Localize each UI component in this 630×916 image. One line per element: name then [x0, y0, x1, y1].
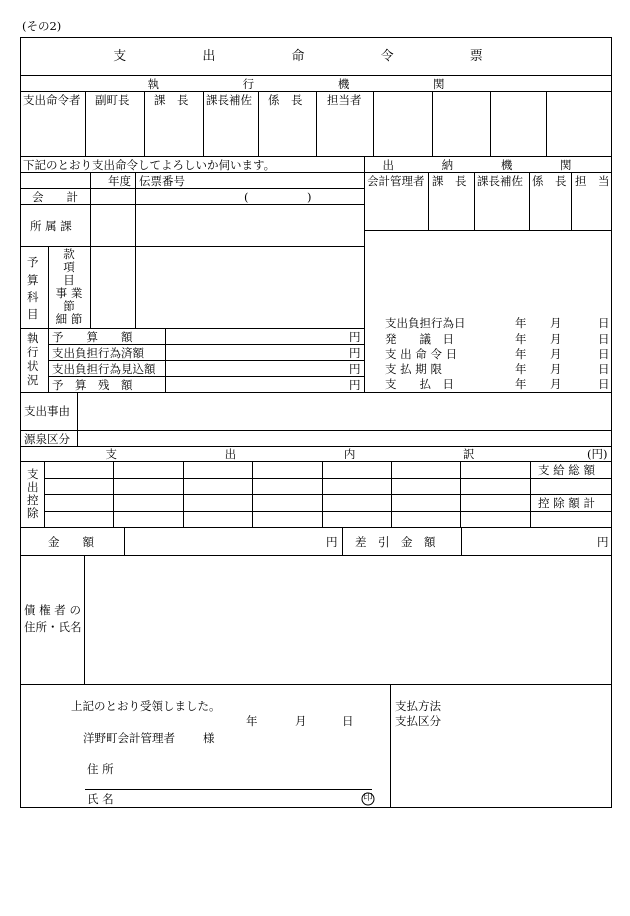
treasury-col-accounting-manager: 会計管理者 — [367, 174, 425, 188]
receipt-addressee: 洋野町会計管理者 — [83, 731, 175, 745]
request-text: 下記のとおり支出命令してよろしいか伺います。 — [23, 158, 276, 172]
budget-saisetsu: 細 節 — [55, 312, 83, 326]
treasury-col-staff: 担 当 — [575, 174, 610, 188]
budget-item-char-2: 算 — [27, 273, 39, 287]
fiscal-year-label: 年度 — [108, 174, 131, 188]
receipt-honorific: 様 — [203, 731, 215, 745]
treasury-col-assistant-chief: 課長補佐 — [477, 174, 523, 188]
date-label-order: 支 出 命 令 日 — [385, 347, 458, 361]
amount-label: 金 額 — [48, 535, 94, 549]
paren-close: ) — [307, 190, 312, 204]
executing-agency-header: 執 行 機 関 — [147, 77, 485, 91]
exec-col-subsection-chief: 係 長 — [268, 93, 303, 107]
receipt-text: 上記のとおり受領しました。 — [71, 699, 221, 713]
slip-number-label: 伝票番号 — [139, 174, 185, 188]
budget-moku: 目 — [63, 273, 75, 287]
exec-col-section-chief: 課 長 — [154, 93, 189, 107]
date-label-commitment: 支出負担行為日 — [385, 316, 466, 330]
date-month: 月 — [550, 332, 562, 346]
budget-kou: 項 — [63, 260, 75, 274]
exec-status-char-1: 執 — [27, 331, 39, 345]
date-day: 日 — [598, 362, 610, 376]
breakdown-unit: (円) — [587, 447, 608, 461]
department-label: 所 属 課 — [30, 219, 72, 233]
exec-col-staff: 担当者 — [327, 93, 362, 107]
budget-amount-unit: 円 — [349, 330, 361, 344]
budget-jigyo: 事 業 — [55, 286, 83, 300]
page-label: (その2) — [22, 19, 62, 33]
date-day: 日 — [598, 347, 610, 361]
budget-balance-label: 予 算 残 額 — [52, 378, 133, 392]
exec-status-char-2: 行 — [27, 345, 39, 359]
date-month: 月 — [550, 362, 562, 376]
treasury-header: 出 納 機 関 — [382, 158, 594, 172]
receipt-month: 月 — [295, 714, 307, 728]
treasury-col-subsection-chief: 係 長 — [532, 174, 567, 188]
budget-item-char-4: 目 — [27, 307, 39, 321]
date-month: 月 — [550, 316, 562, 330]
payment-method-label: 支払方法 — [395, 699, 441, 713]
amount-unit: 円 — [326, 535, 338, 549]
name-label: 氏 名 — [87, 792, 114, 806]
deduction-total-label: 控 除 額 計 — [538, 496, 595, 510]
withholding-label: 源泉区分 — [24, 432, 70, 446]
date-day: 日 — [598, 377, 610, 391]
budget-setsu: 節 — [63, 299, 75, 313]
treasury-col-section-chief: 課 長 — [432, 174, 467, 188]
projected-amount-label: 支出負担行為見込額 — [52, 362, 156, 376]
date-month: 月 — [550, 347, 562, 361]
exec-status-char-3: 状 — [27, 359, 39, 373]
exec-col-payment-orderer: 支出命令者 — [23, 93, 81, 107]
paren-open: ( — [244, 190, 249, 204]
exec-col-deputy-mayor: 副町長 — [95, 93, 130, 107]
breakdown-header: 支 出 内 訳 — [105, 447, 527, 461]
date-day: 日 — [598, 316, 610, 330]
net-amount-unit: 円 — [597, 535, 609, 549]
address-label: 住 所 — [87, 762, 114, 776]
exec-status-char-4: 況 — [27, 373, 39, 387]
net-amount-label: 差 引 金 額 — [355, 535, 436, 549]
date-year: 年 — [515, 316, 527, 330]
creditor-label-line1: 債 権 者 の — [24, 603, 81, 617]
budget-amount-label: 予 算 額 — [52, 330, 133, 344]
date-year: 年 — [515, 362, 527, 376]
exec-col-assistant-chief: 課長補佐 — [206, 93, 252, 107]
date-label-proposal: 発 議 日 — [385, 332, 454, 346]
date-year: 年 — [515, 377, 527, 391]
form-title: 支 出 命 令 票 — [113, 49, 519, 64]
date-month: 月 — [550, 377, 562, 391]
budget-item-char-1: 予 — [27, 255, 39, 269]
date-day: 日 — [598, 332, 610, 346]
payment-category-label: 支払区分 — [395, 714, 441, 728]
breakdown-side-char-4: 除 — [27, 506, 39, 520]
receipt-year: 年 — [246, 714, 258, 728]
breakdown-side-char-1: 支 — [27, 467, 39, 481]
receipt-day: 日 — [342, 714, 354, 728]
committed-amount-unit: 円 — [349, 346, 361, 360]
payment-reason-label: 支出事由 — [24, 404, 70, 418]
projected-amount-unit: 円 — [349, 362, 361, 376]
seal-mark: 印 — [363, 793, 373, 803]
budget-kan: 款 — [63, 247, 75, 261]
committed-amount-label: 支出負担行為済額 — [52, 346, 144, 360]
breakdown-side-char-3: 控 — [27, 493, 39, 507]
creditor-label-line2: 住所・氏名 — [24, 620, 82, 634]
date-year: 年 — [515, 332, 527, 346]
budget-item-char-3: 科 — [27, 290, 39, 304]
date-year: 年 — [515, 347, 527, 361]
date-label-payment: 支 払 日 — [385, 377, 454, 391]
breakdown-side-char-2: 出 — [27, 480, 39, 494]
date-label-deadline: 支 払 期 限 — [385, 362, 442, 376]
total-payment-label: 支 給 総 額 — [538, 463, 595, 477]
budget-balance-unit: 円 — [349, 378, 361, 392]
accounting-label: 会 計 — [32, 190, 78, 204]
